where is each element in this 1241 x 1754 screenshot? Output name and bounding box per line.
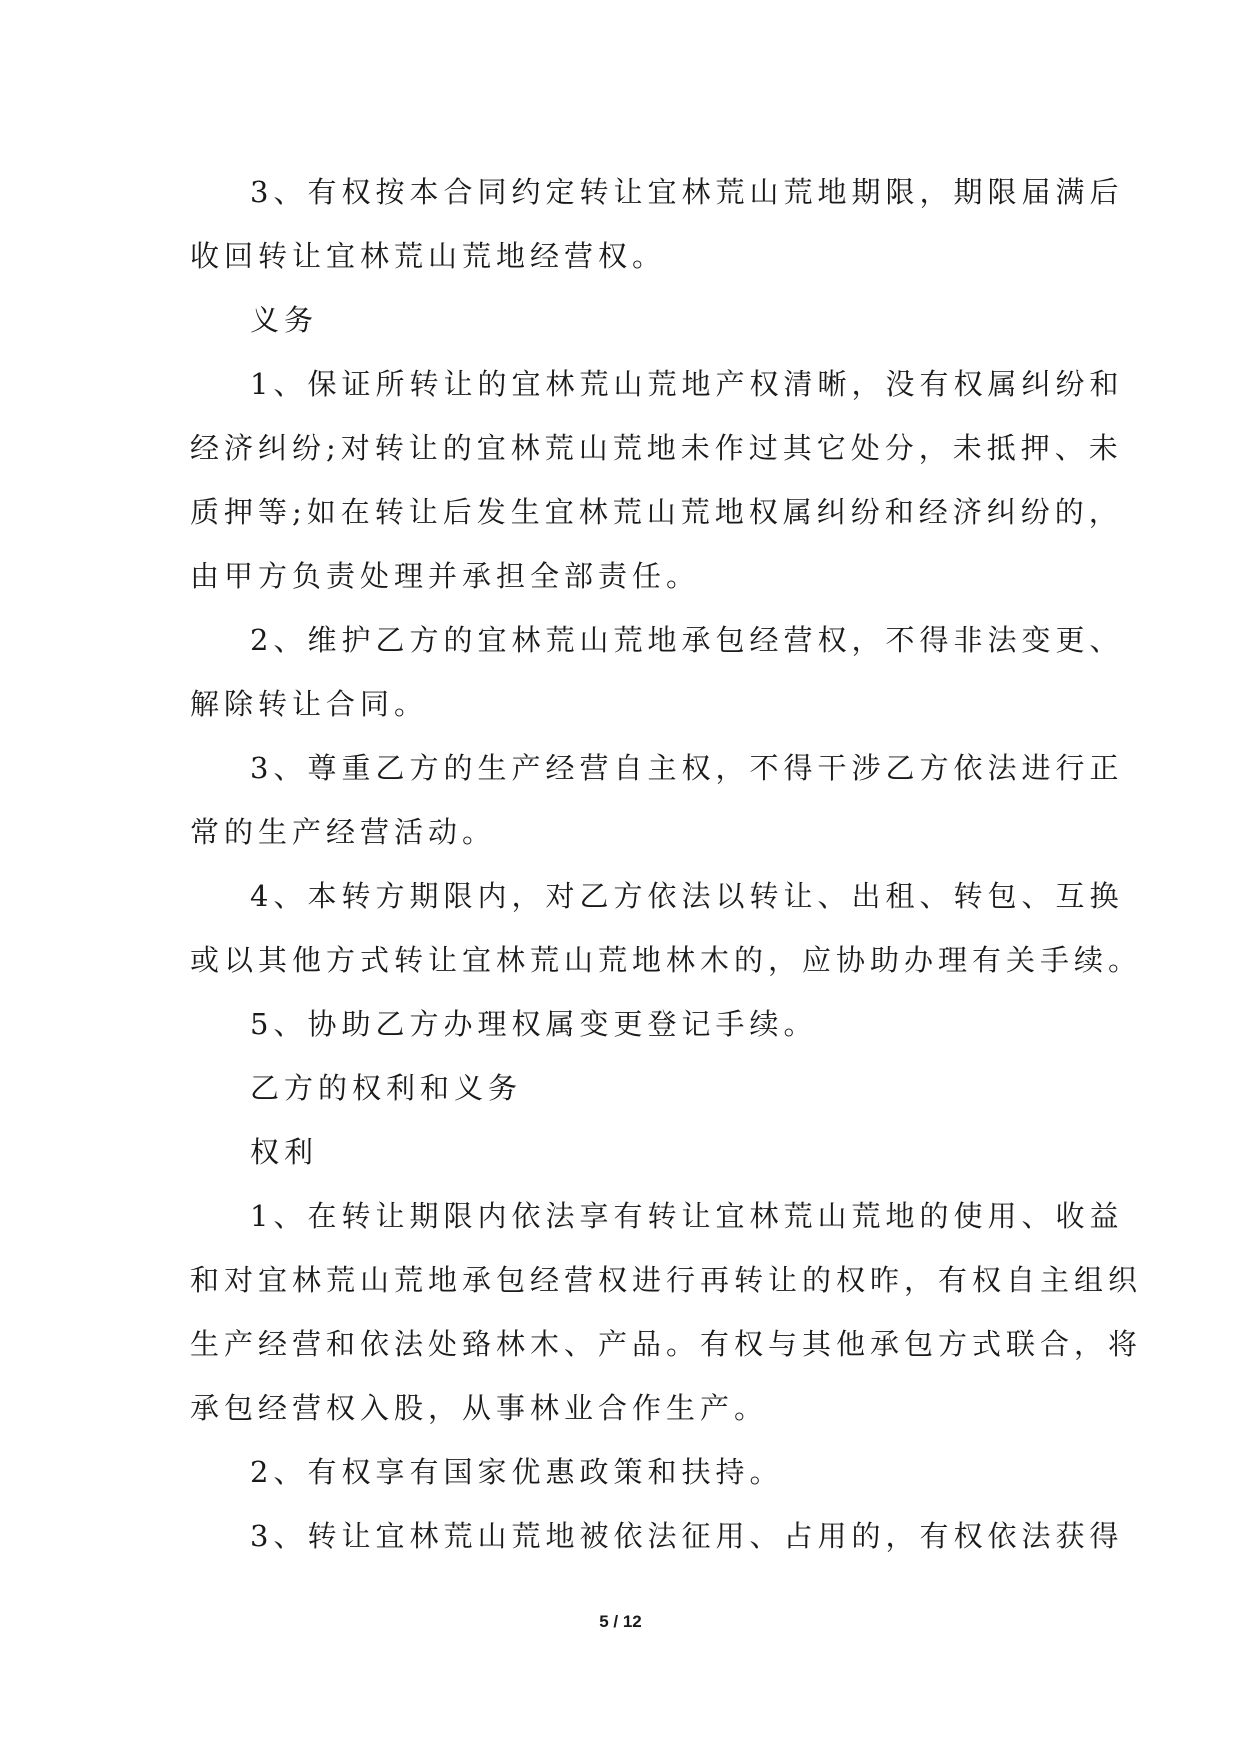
text-line: 由甲方负责处理并承担全部责任。: [190, 559, 701, 593]
text-line: 承包经营权入股，从事林业合作生产。: [190, 1391, 769, 1425]
text-line: 和对宜林荒山荒地承包经营权进行再转让的权昨，有权自主组织: [190, 1263, 1143, 1297]
text-line: 2、维护乙方的宜林荒山荒地承包经营权，不得非法变更、: [250, 623, 1124, 657]
text-line: 解除转让合同。: [190, 687, 429, 721]
text-line: 4、本转方期限内，对乙方依法以转让、出租、转包、互换: [250, 879, 1124, 913]
section-heading: 义务: [250, 303, 319, 337]
text-line: 经济纠纷;对转让的宜林荒山荒地未作过其它处分，未抵押、未: [190, 431, 1123, 465]
text-line: 3、有权按本合同约定转让宜林荒山荒地期限，期限届满后: [250, 175, 1124, 209]
section-heading: 权利: [250, 1135, 319, 1169]
text-line: 或以其他方式转让宜林荒山荒地林木的，应协助办理有关手续。: [190, 943, 1143, 977]
text-line: 3、转让宜林荒山荒地被依法征用、占用的，有权依法获得: [250, 1519, 1124, 1553]
document-body: [190, 160, 1143, 1568]
text-line: 1、在转让期限内依法享有转让宜林荒山荒地的使用、收益: [250, 1199, 1124, 1233]
text-line: 收回转让宜林荒山荒地经营权。: [190, 239, 667, 273]
text-line: 生产经营和依法处臵林木、产品。有权与其他承包方式联合，将: [190, 1327, 1143, 1361]
page-number: 5 / 12: [599, 1612, 642, 1631]
text-line: 质押等;如在转让后发生宜林荒山荒地权属纠纷和经济纠纷的，: [190, 495, 1123, 529]
text-line: 2、有权享有国家优惠政策和扶持。: [250, 1455, 784, 1489]
text-line: 常的生产经营活动。: [190, 815, 497, 849]
text-line: 3、尊重乙方的生产经营自主权，不得干涉乙方依法进行正: [250, 751, 1124, 785]
text-line: 5、协助乙方办理权属变更登记手续。: [250, 1007, 818, 1041]
section-heading: 乙方的权利和义务: [250, 1071, 523, 1105]
text-line: 1、保证所转让的宜林荒山荒地产权清晰，没有权属纠纷和: [250, 367, 1124, 401]
